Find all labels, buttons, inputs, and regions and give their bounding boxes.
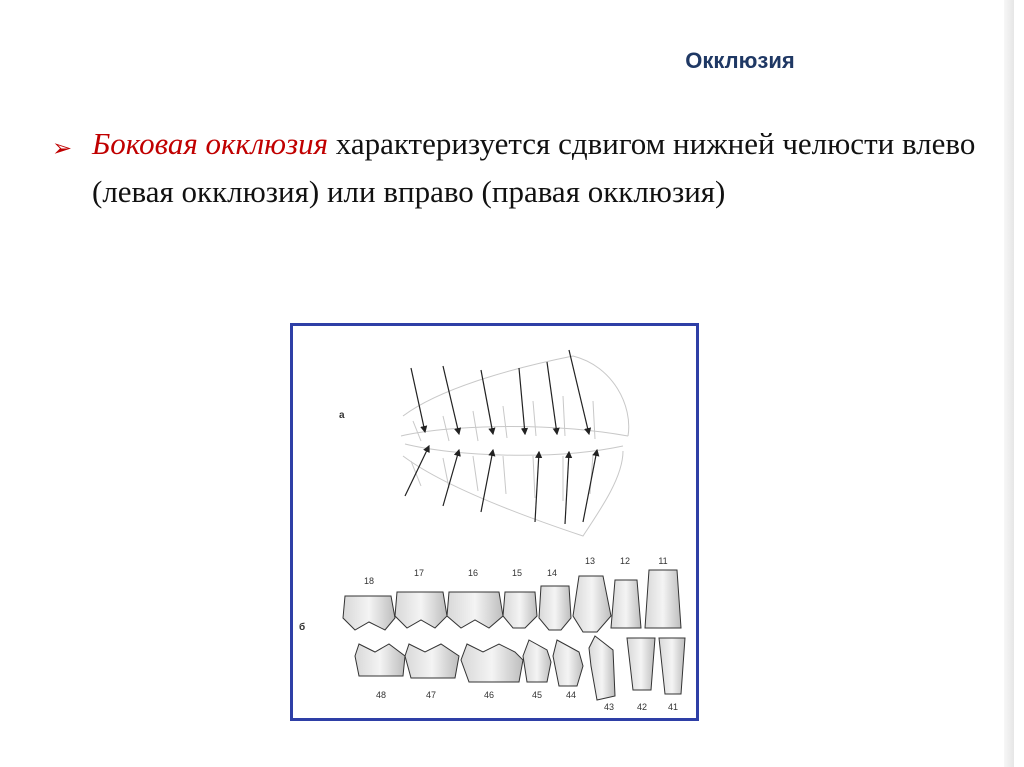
tooth-47 xyxy=(405,644,459,678)
bullet-text xyxy=(92,120,982,216)
tooth-48 xyxy=(355,644,405,676)
occlusion-figure xyxy=(290,323,699,721)
tooth-13 xyxy=(573,576,611,632)
figure-label-a: а xyxy=(339,410,345,421)
tooth-44 xyxy=(553,640,583,686)
force-arrows xyxy=(405,350,597,524)
tooth-17 xyxy=(395,592,447,628)
upper-teeth xyxy=(343,570,681,632)
tooth-14 xyxy=(539,586,571,630)
tooth-16 xyxy=(447,592,503,628)
tooth-label: 43 xyxy=(603,702,615,712)
lower-teeth xyxy=(355,636,685,700)
tooth-42 xyxy=(627,638,655,690)
tooth-11 xyxy=(645,570,681,628)
tooth-label: 11 xyxy=(658,556,668,566)
tooth-label: 42 xyxy=(636,702,648,712)
jaw-sketch xyxy=(401,356,629,536)
bullet-term: Боковая окклюзия xyxy=(92,126,329,161)
tooth-12 xyxy=(611,580,641,628)
tooth-45 xyxy=(523,640,551,682)
tooth-label: 46 xyxy=(483,690,495,700)
tooth-18 xyxy=(343,596,395,630)
slide-title: Окклюзия xyxy=(685,48,795,73)
bullet-description: характеризуется сдвигом нижней челюсти влево (левая окклюзия) или вправо (правая окклюзия) xyxy=(92,126,976,209)
bullet-arrow-icon: ➢ xyxy=(52,134,73,162)
lower-teeth-labels xyxy=(376,690,678,712)
tooth-label: 16 xyxy=(467,568,479,578)
tooth-label: 44 xyxy=(565,690,577,700)
tooth-label: 47 xyxy=(425,690,437,700)
tooth-label: 41 xyxy=(667,702,679,712)
slide-edge-shadow xyxy=(1004,0,1014,767)
tooth-label: 48 xyxy=(375,690,387,700)
bullet-item xyxy=(52,120,982,216)
tooth-label: 14 xyxy=(546,568,558,578)
tooth-label: 13 xyxy=(584,556,596,566)
tooth-43 xyxy=(589,636,615,700)
tooth-41 xyxy=(659,638,685,694)
tooth-label: 17 xyxy=(413,568,425,578)
tooth-46 xyxy=(461,644,523,682)
figure-label-b: б xyxy=(299,622,306,633)
tooth-label: 12 xyxy=(619,556,631,566)
tooth-label: 45 xyxy=(531,690,543,700)
tooth-label: 15 xyxy=(511,568,523,578)
tooth-label: 18 xyxy=(363,576,375,586)
tooth-15 xyxy=(503,592,537,628)
